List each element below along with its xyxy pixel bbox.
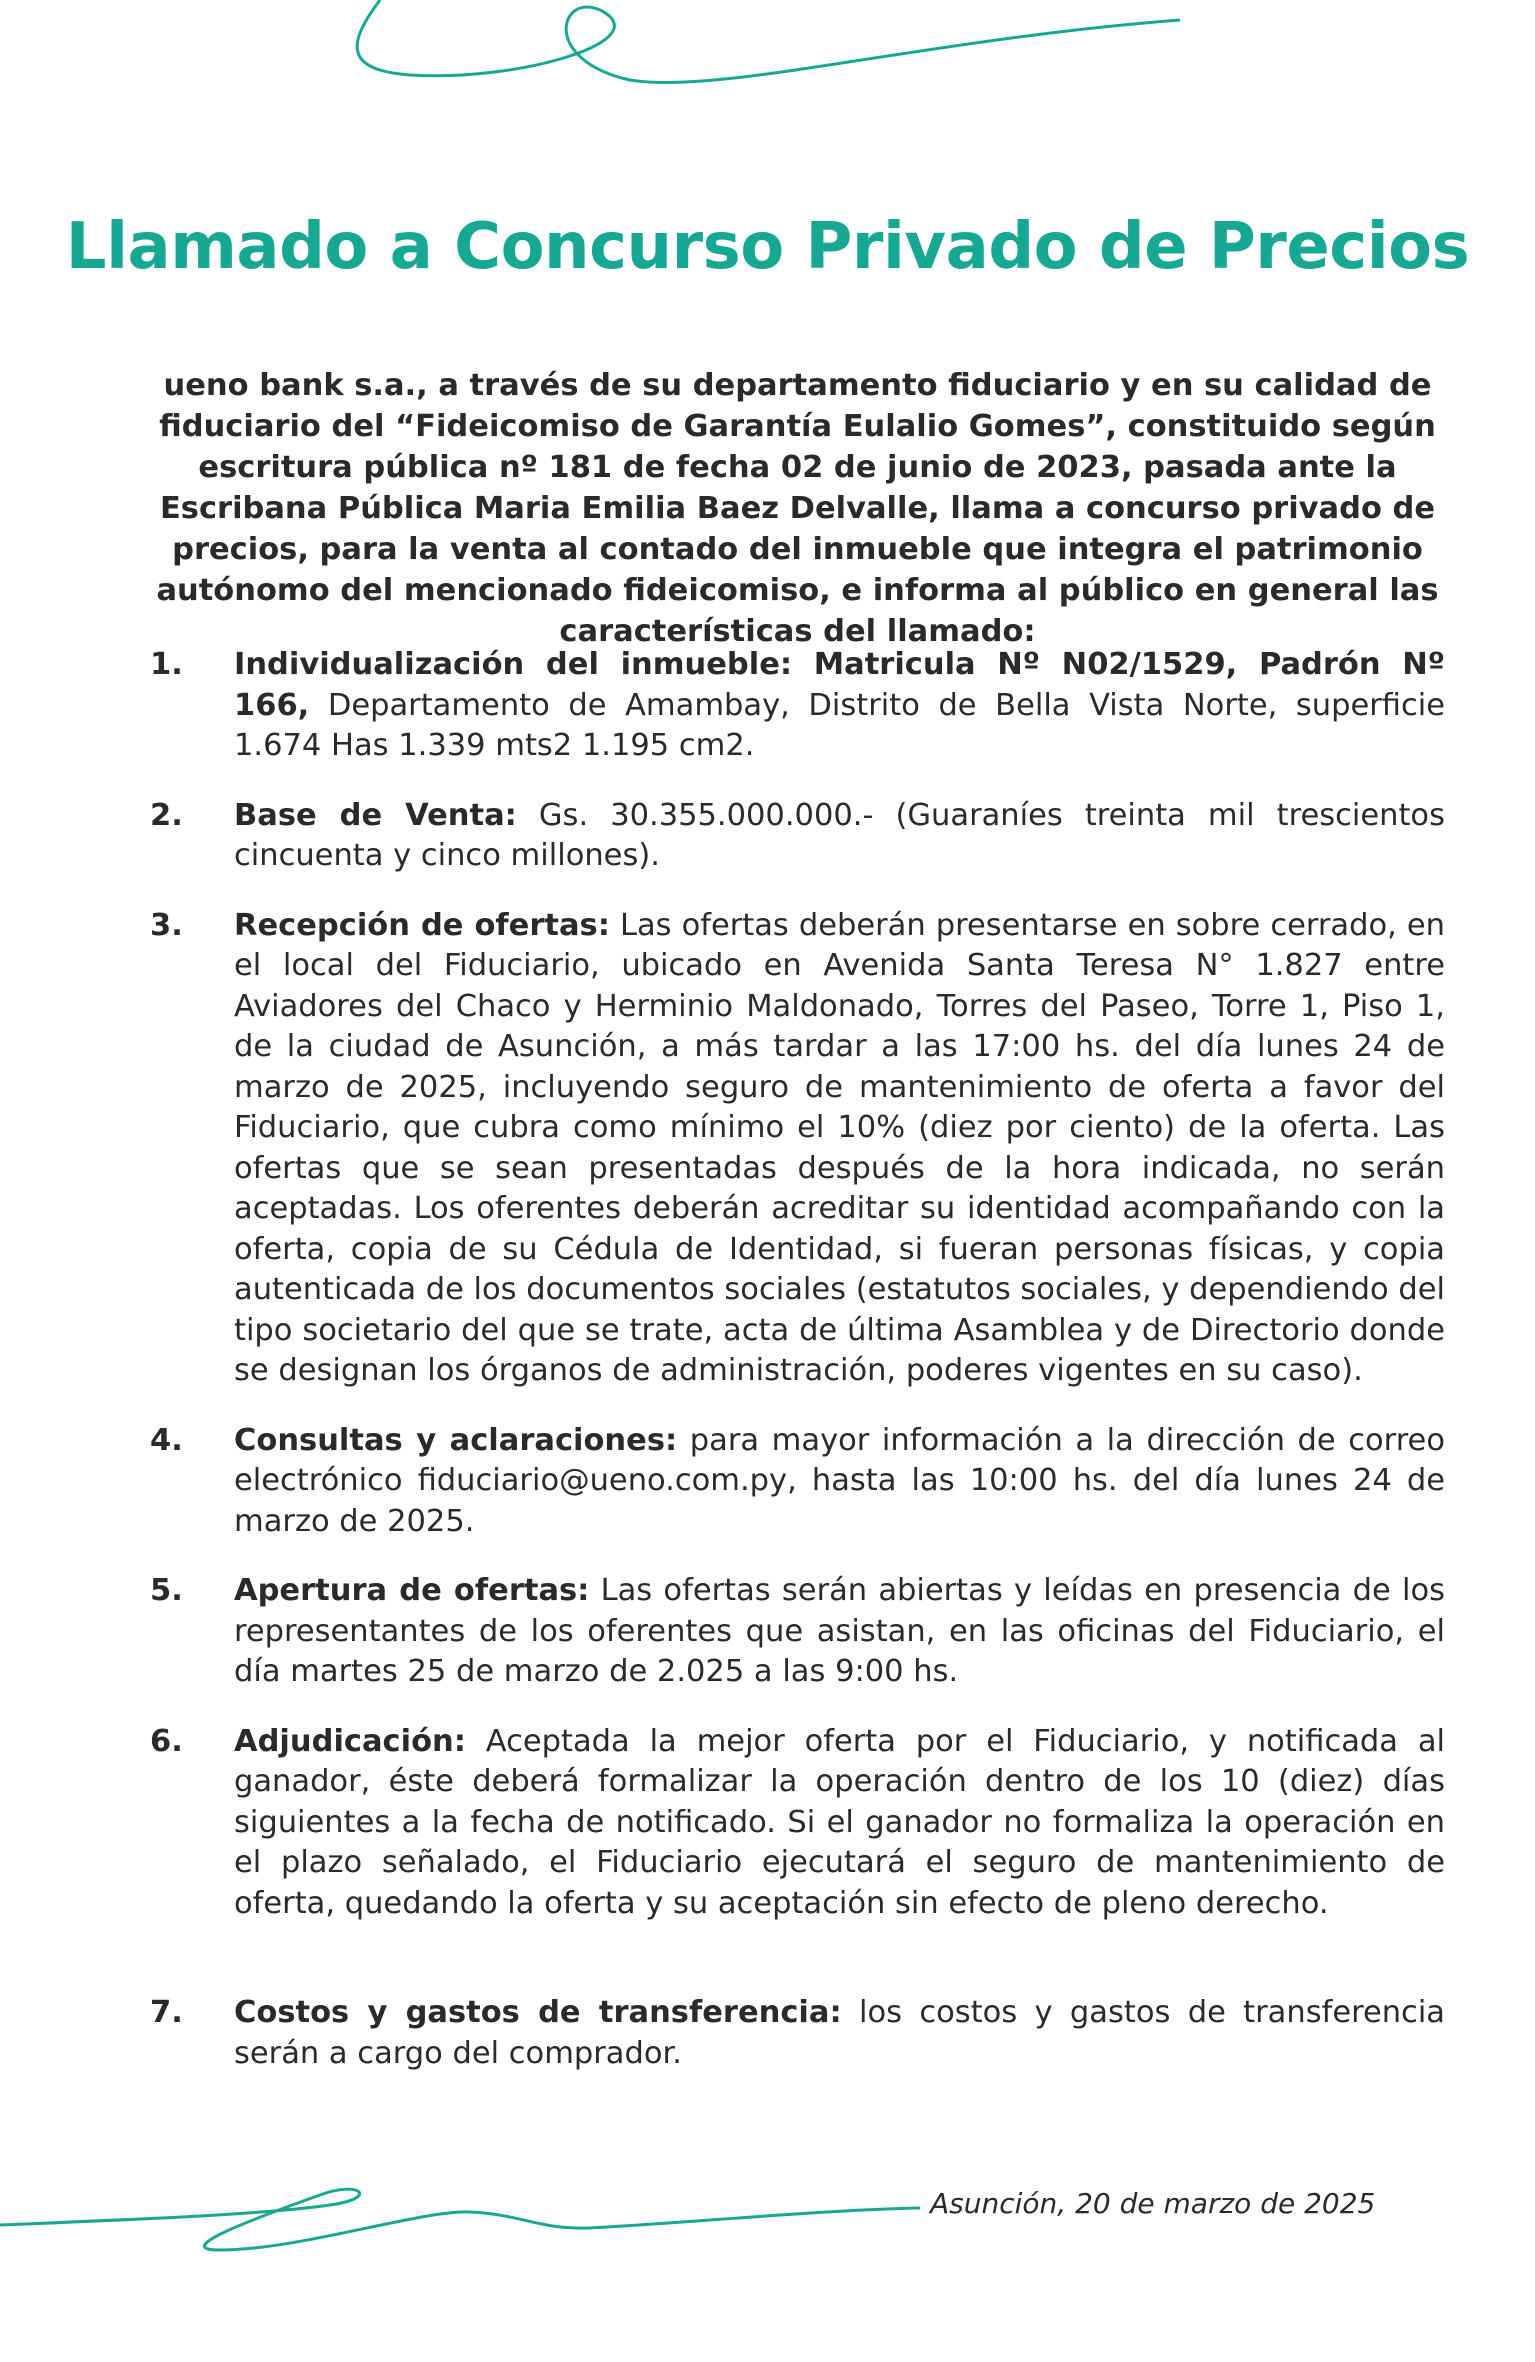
item-number: 1. [150, 647, 183, 682]
item-label: Individualización del inmueble: Matricula Nº N02/1529, Padrón Nº 166, [234, 647, 1445, 723]
list-item [150, 645, 1445, 767]
page-title: Llamado a Concurso Privado de Precios [65, 210, 1470, 284]
item-text: Gs. 30.355.000.000.- (Guaraníes treinta mil trescientos cincuenta y cinco millones). [234, 797, 1445, 873]
list-item [150, 1571, 1445, 1693]
item-label: Apertura de ofertas: [234, 1573, 590, 1608]
item-text: Las ofertas deberán presentarse en sobre cerrado, en el local del Fiduciario, ubicado en Avenida Santa Teresa N° 1.827 entre Aviadores del Chaco y Herminio Maldonado, Torres del Paseo, Torre 1, Piso 1, de la ciudad de Asunción, a más tardar a las 17:00 hs. del día lunes 24 de marzo de 2025, incluyendo seguro de mantenimiento de oferta a favor del Fiduciario, que cubra como mínimo el 10% (diez por ciento) de la oferta. Las ofertas que se sean presentadas después de la hora indicada, no serán aceptadas. Los oferentes deberán acreditar su identidad acompañando con la oferta, copia de su Cédula de Identidad, si fueran personas físicas, y copia autenticada de los documentos sociales (estatutos sociales, y dependiendo del tipo societario del que se trate, acta de última Asamblea y de Directorio donde se designan los órganos de administración, poderes vigentes en su caso). [234, 907, 1445, 1388]
item-text: Departamento de Amambay, Distrito de Bella Vista Norte, superficie 1.674 Has 1.339 mts2 1.195 cm2. [234, 687, 1445, 763]
item-number: 4. [150, 1422, 183, 1458]
list-item [150, 796, 1445, 877]
item-label: Base de Venta: [234, 797, 517, 833]
item-label: Consultas y aclaraciones: [234, 1422, 678, 1458]
item-label: Costos y gastos de transferencia: [234, 1995, 842, 2030]
item-number: 3. [150, 907, 183, 943]
list-item [150, 1722, 1445, 1925]
list-item [150, 906, 1445, 1392]
place-date: Asunción, 20 de marzo de 2025 [930, 2187, 1376, 2220]
item-text: los costos y gastos de transferencia serán a cargo del comprador. [234, 1995, 1445, 2071]
item-number: 6. [150, 1723, 183, 1759]
item-label: Adjudicación: [234, 1723, 466, 1759]
item-text: Aceptada la mejor oferta por el Fiduciario, y notificada al ganador, éste deberá formalizar la operación dentro de los 10 (diez) días siguientes a la fecha de notificado. Si el ganador no formaliza la operación en el plazo señalado, el Fiduciario ejecutará el seguro de mantenimiento de oferta, quedando la oferta y su aceptación sin efecto de pleno derecho. [234, 1723, 1445, 1921]
intro-paragraph: ueno bank s.a., a través de su departamento fiduciario y en su calidad de fiduciario del “Fideicomiso de Garantía Eulalio Gomes”, constituido según escritura pública nº 181 de fecha 02 de junio de 2023, pasada ante la Escribana Pública Maria Emilia Baez Delvalle, llama a concurso privado de precios, para la venta al contado del inmueble que integra el patrimonio autónomo del mencionado fideicomiso, e informa al público en general las características del llamado: [156, 368, 1439, 649]
item-label: Recepción de ofertas: [234, 907, 610, 943]
item-number: 7. [150, 1995, 183, 2030]
item-number: 5. [150, 1573, 183, 1608]
list-item [150, 1993, 1445, 2074]
item-text: para mayor información a la dirección de correo electrónico fiduciario@ueno.com.py, hasta las 10:00 hs. del día lunes 24 de marzo de 2025. [234, 1422, 1445, 1539]
item-text: Las ofertas serán abiertas y leídas en presencia de los representantes de los oferentes que asistan, en las oficinas del Fiduciario, el día martes 25 de marzo de 2.025 a las 9:00 hs. [234, 1573, 1445, 1689]
conditions-list [150, 645, 1445, 2074]
decorative-swirl-top [300, 0, 1200, 140]
item-number: 2. [150, 797, 183, 833]
list-item [150, 1421, 1445, 1543]
decorative-swirl-bottom [0, 2150, 940, 2260]
